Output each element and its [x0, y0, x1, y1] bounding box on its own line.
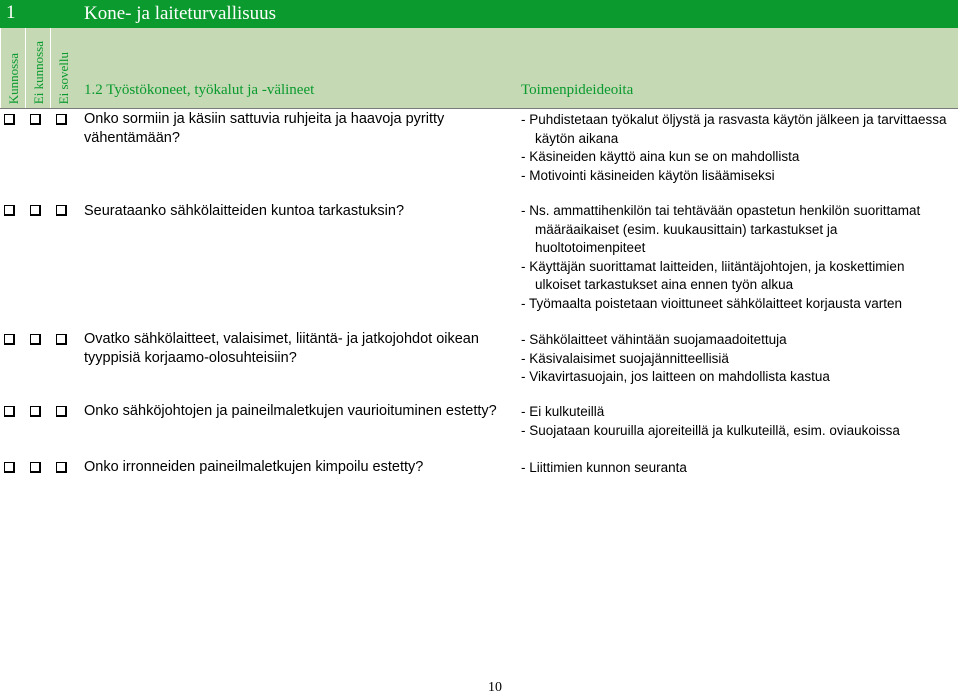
ideas-list — [521, 202, 951, 313]
checkbox-kunnossa[interactable] — [4, 462, 15, 473]
ideas-list — [521, 111, 951, 185]
idea-item: - Käyttäjän suorittamat laitteiden, liitäntäjohtojen, ja koskettimien ulkoiset tarkastukset aina ennen työn alkua — [521, 258, 905, 292]
idea-item: - Puhdistetaan työkalut öljystä ja rasvasta käytön jälkeen ja tarvittaessa käytön aikana — [521, 112, 947, 146]
idea-item: - Ns. ammattihenkilön tai tehtävään opastetun henkilön suorittamat määräaikaiset (esim. kuukausittain) tarkastukset ja huoltotoimenpiteet — [521, 203, 921, 255]
checkbox-ei-sovellu[interactable] — [56, 334, 67, 345]
column-header-kunnossa: Kunnossa — [0, 28, 25, 108]
idea-item: - Vikavirtasuojain, jos laitteen on mahdollista kastua — [521, 369, 830, 384]
checkbox-ei-kunnossa[interactable] — [30, 205, 41, 216]
section-number: 1 — [6, 2, 16, 23]
idea-item: - Suojataan kouruilla ajoreiteillä ja kulkuteillä, esim. oviaukoissa — [521, 422, 900, 438]
question-text: Seurataanko sähkölaitteiden kuntoa tarkastuksin? — [84, 203, 405, 219]
idea-item: - Motivointi käsineiden käytön lisäämiseksi — [521, 167, 775, 183]
section-title-bar — [0, 0, 958, 29]
checkbox-kunnossa[interactable] — [4, 334, 15, 345]
idea-item: - Ei kulkuteillä — [521, 404, 605, 419]
ideas-list — [521, 403, 951, 440]
question-text: Onko irronneiden paineilmaletkujen kimpoilu estetty? — [84, 459, 424, 475]
checkbox-ei-sovellu[interactable] — [56, 114, 67, 125]
checkbox-kunnossa[interactable] — [4, 114, 15, 125]
checkbox-ei-sovellu[interactable] — [56, 462, 67, 473]
subsection-heading: 1.2 Työstökoneet, työkalut ja -välineet — [84, 82, 315, 98]
checkbox-ei-kunnossa[interactable] — [30, 334, 41, 345]
checkbox-ei-kunnossa[interactable] — [30, 406, 41, 417]
section-title: Kone- ja laiteturvallisuus — [84, 3, 277, 24]
column-header-ei-sovellu: Ei sovellu — [50, 28, 75, 108]
checkbox-ei-kunnossa[interactable] — [30, 462, 41, 473]
idea-item: - Käsineiden käyttö aina kun se on mahdollista — [521, 149, 800, 164]
question-text: Onko sähköjohtojen ja paineilmaletkujen vaurioituminen estetty? — [84, 403, 497, 419]
checkbox-kunnossa[interactable] — [4, 406, 15, 417]
ideas-heading: Toimenpideideoita — [521, 82, 634, 98]
page-number: 10 — [488, 680, 502, 695]
ideas-list — [521, 331, 951, 387]
idea-item: - Sähkölaitteet vähintään suojamaadoitettuja — [521, 332, 787, 347]
ideas-list — [521, 459, 951, 478]
checkbox-ei-sovellu[interactable] — [56, 406, 67, 417]
idea-item: - Käsivalaisimet suojajännitteellisiä — [521, 350, 729, 366]
column-header-ei-kunnossa: Ei kunnossa — [25, 28, 50, 108]
question-text: Ovatko sähkölaitteet, valaisimet, liitäntä- ja jatkojohdot oikean tyyppisiä korjaamo-olosuhteisiin? — [84, 331, 479, 366]
question-text: Onko sormiin ja käsiin sattuvia ruhjeita ja haavoja pyritty vähentämään? — [84, 111, 445, 146]
checkbox-ei-kunnossa[interactable] — [30, 114, 41, 125]
idea-item: - Työmaalta poistetaan vioittuneet sähkölaitteet korjausta varten — [521, 295, 902, 311]
idea-item: - Liittimien kunnon seuranta — [521, 460, 687, 475]
checkbox-kunnossa[interactable] — [4, 205, 15, 216]
checkbox-ei-sovellu[interactable] — [56, 205, 67, 216]
